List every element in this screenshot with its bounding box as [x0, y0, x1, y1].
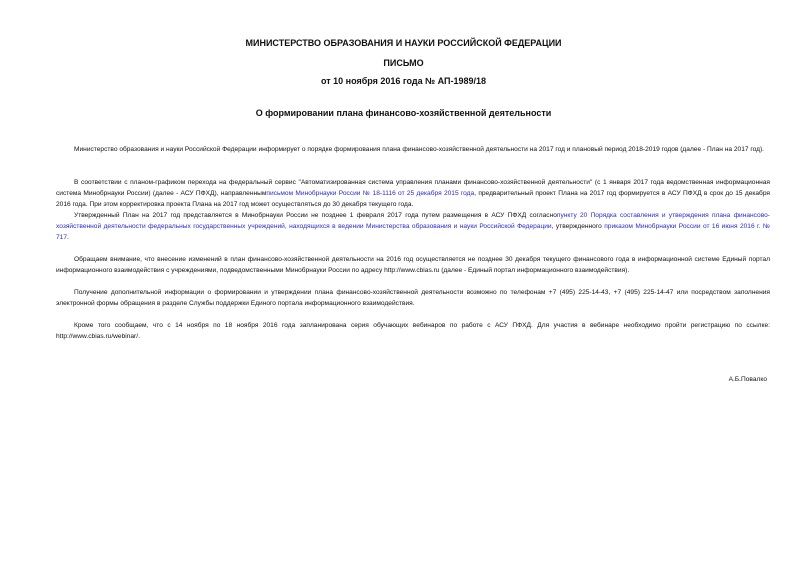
- procedure-link[interactable]: пункту 20 Порядка составления и утверждения плана финансово-хозяйственной деятельности федеральных государственных учреждений, находящихся в ведении Министерства образования и науки Российской Федерации: [56, 212, 770, 230]
- paragraph-3: [56, 210, 770, 243]
- letter-link[interactable]: письмом Минобрнауки России № 18-1116 от 25 декабря 2015 года: [266, 190, 475, 197]
- paragraph-5: Получение дополнительной информации о формировании и утверждении плана финансово-хозяйственной деятельности возможно по телефонам +7 (495) 225-14-43, +7 (495) 225-14-47 или посредством заполнения электронной формы обращения в разделе Службы поддержки Единого портала информационного взаимодействия.: [56, 289, 770, 307]
- doc-date-number: от 10 ноября 2016 года № АП-1989/18: [320, 76, 487, 86]
- paragraph-4: Обращаем внимание, что внесение изменений в план финансово-хозяйственной деятельности на 2016 год осуществляется не позднее 30 декабря текущего финансового года в информационной системе Единый портал информационного взаимодействия с учреждениями, подведомственными Минобрнауки России по адресу http://www.cbias.ru (далее - Единый портал информационного взаимодействия).: [56, 256, 770, 274]
- paragraph-3-text-c: .: [67, 234, 69, 241]
- order-link[interactable]: приказом Минобрнауки России от 16 июня 2016 г. № 717: [56, 223, 770, 241]
- paragraph-1: Министерство образования и науки Российской Федерации информирует о порядке формирования плана финансово-хозяйственной деятельности на 2017 год и плановый период 2018-2019 годов (далее - План на 2017 год).: [74, 146, 765, 153]
- paragraph-2-text-a: В соответствии с планом-графиком перехода на федеральный сервис "Автоматизированная система управления планами финансово-хозяйственной деятельности" (с 1 января 2017 года ведомственная информационная система Минобрнауки России) (далее - АСУ ПФХД), направленным: [56, 179, 770, 197]
- signature: А.Б.Повалко: [728, 376, 767, 383]
- paragraph-3-text-b: , утвержденного: [551, 223, 605, 230]
- doc-type-heading: ПИСЬМО: [383, 58, 424, 68]
- paragraph-2-text-b: , предварительный проект Плана на 2017 год формируется в АСУ ПФХД в срок до 15 декабря 2016 года. При этом корректировка проекта Плана на 2017 год может осуществляться до 30 декабря текущего года.: [56, 190, 770, 208]
- doc-subject: О формировании плана финансово-хозяйственной деятельности: [255, 108, 552, 118]
- paragraph-3-text-a: Утвержденный План на 2017 год представляется в Минобрнауки России не позднее 1 февраля 2017 года путем размещения в АСУ ПФХД согласно: [74, 212, 557, 219]
- paragraph-6: Кроме того сообщаем, что с 14 ноября по 18 ноября 2016 года запланирована серия обучающих вебинаров по работе с АСУ ПФХД. Для участия в вебинаре необходимо пройти регистрацию по ссылке: http://www.cbias.ru/webinar/.: [56, 322, 770, 340]
- ministry-heading: МИНИСТЕРСТВО ОБРАЗОВАНИЯ И НАУКИ РОССИЙСКОЙ ФЕДЕРАЦИИ: [245, 38, 562, 48]
- paragraph-2: [56, 177, 770, 210]
